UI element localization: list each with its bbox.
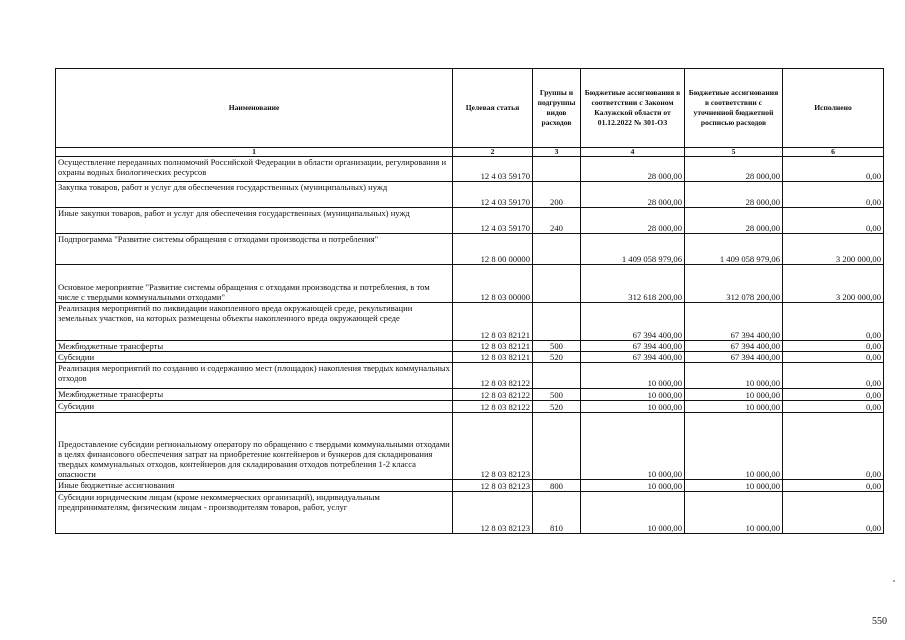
row-executed: 0,00	[783, 303, 884, 341]
row-law-allocation: 67 394 400,00	[581, 303, 685, 341]
header-target-article: Целевая статья	[453, 69, 533, 148]
row-name: Субсидии	[56, 352, 453, 363]
row-law-allocation: 28 000,00	[581, 208, 685, 234]
row-refined-allocation: 67 394 400,00	[685, 303, 783, 341]
row-expense-group	[533, 157, 581, 182]
row-law-allocation: 28 000,00	[581, 157, 685, 182]
row-expense-group	[533, 303, 581, 341]
row-target-article: 12 4 03 59170	[453, 157, 533, 182]
row-refined-allocation: 10 000,00	[685, 480, 783, 492]
row-executed: 3 200 000,00	[783, 234, 884, 265]
row-law-allocation: 1 409 058 979,06	[581, 234, 685, 265]
row-target-article: 12 8 03 82123	[453, 413, 533, 480]
row-expense-group: 810	[533, 492, 581, 534]
row-refined-allocation: 28 000,00	[685, 157, 783, 182]
row-refined-allocation: 28 000,00	[685, 182, 783, 208]
row-name: Субсидии	[56, 401, 453, 413]
column-number: 2	[453, 148, 533, 157]
row-target-article: 12 8 03 82122	[453, 389, 533, 401]
budget-execution-table	[55, 68, 884, 534]
table-row	[56, 265, 884, 303]
row-refined-allocation: 67 394 400,00	[685, 341, 783, 352]
row-refined-allocation: 1 409 058 979,06	[685, 234, 783, 265]
row-name: Реализация мероприятий по ликвидации накопленного вреда окружающей среде, рекультивации земельных участков, на которых размещены объекты накопленного вреда окружающей среде	[56, 303, 453, 341]
row-name: Основное мероприятие "Развитие системы обращения с отходами производства и потребления, в том числе с твердыми коммунальными отходами"	[56, 265, 453, 303]
row-target-article: 12 8 03 82121	[453, 341, 533, 352]
row-law-allocation: 10 000,00	[581, 401, 685, 413]
row-expense-group: 500	[533, 341, 581, 352]
row-target-article: 12 8 03 82122	[453, 401, 533, 413]
row-executed: 0,00	[783, 401, 884, 413]
row-law-allocation: 10 000,00	[581, 492, 685, 534]
row-name: Межбюджетные трансферты	[56, 341, 453, 352]
row-executed: 0,00	[783, 389, 884, 401]
row-refined-allocation: 28 000,00	[685, 208, 783, 234]
scan-artifact	[893, 580, 895, 582]
table-row	[56, 363, 884, 389]
row-law-allocation: 67 394 400,00	[581, 352, 685, 363]
row-law-allocation: 10 000,00	[581, 389, 685, 401]
page-number: 550	[872, 616, 887, 627]
row-expense-group	[533, 363, 581, 389]
row-expense-group	[533, 234, 581, 265]
row-executed: 0,00	[783, 341, 884, 352]
column-number-row	[56, 148, 884, 157]
row-target-article: 12 8 03 82123	[453, 492, 533, 534]
header-name: Наименование	[56, 69, 453, 148]
row-refined-allocation: 10 000,00	[685, 389, 783, 401]
row-executed: 0,00	[783, 182, 884, 208]
row-executed: 0,00	[783, 363, 884, 389]
table-row	[56, 401, 884, 413]
table-row	[56, 389, 884, 401]
row-name: Субсидии юридическим лицам (кроме некоммерческих организаций), индивидуальным предпринимателям, физическим лицам - производителям товаров, работ, услуг	[56, 492, 453, 534]
row-executed: 0,00	[783, 352, 884, 363]
row-expense-group: 200	[533, 182, 581, 208]
row-executed: 0,00	[783, 157, 884, 182]
row-law-allocation: 312 618 200,00	[581, 265, 685, 303]
row-refined-allocation: 10 000,00	[685, 363, 783, 389]
row-executed: 0,00	[783, 413, 884, 480]
table-row	[56, 157, 884, 182]
row-expense-group: 520	[533, 401, 581, 413]
row-refined-allocation: 10 000,00	[685, 492, 783, 534]
row-expense-group	[533, 413, 581, 480]
row-expense-group: 520	[533, 352, 581, 363]
header-refined-allocation: Бюджетные ассигнования в соответствии с уточненной бюджетной росписью расходов	[685, 69, 783, 148]
header-expense-group: Группы и подгруппы видов расходов	[533, 69, 581, 148]
row-executed: 0,00	[783, 480, 884, 492]
row-name: Межбюджетные трансферты	[56, 389, 453, 401]
row-target-article: 12 8 03 82121	[453, 352, 533, 363]
column-number: 5	[685, 148, 783, 157]
column-number: 6	[783, 148, 884, 157]
column-number: 1	[56, 148, 453, 157]
row-target-article: 12 8 03 82123	[453, 480, 533, 492]
row-law-allocation: 67 394 400,00	[581, 341, 685, 352]
row-expense-group: 240	[533, 208, 581, 234]
header-law-allocation: Бюджетные ассигнования в соответствии с Законом Калужской области от 01.12.2022 № 301-ОЗ	[581, 69, 685, 148]
column-number: 4	[581, 148, 685, 157]
row-target-article: 12 8 03 00000	[453, 265, 533, 303]
row-refined-allocation: 67 394 400,00	[685, 352, 783, 363]
row-name: Иные закупки товаров, работ и услуг для обеспечения государственных (муниципальных) нужд	[56, 208, 453, 234]
table-row	[56, 341, 884, 352]
row-refined-allocation: 312 078 200,00	[685, 265, 783, 303]
row-target-article: 12 4 03 59170	[453, 208, 533, 234]
table-row	[56, 413, 884, 480]
row-refined-allocation: 10 000,00	[685, 401, 783, 413]
row-executed: 0,00	[783, 492, 884, 534]
row-name: Предоставление субсидии региональному оператору по обращению с твердыми коммунальными отходами в целях финансового обеспечения затрат на приобретение контейнеров и бункеров для складирования твердых коммунальных отходов, контейнеров для складирования отходов потребления 1-2 класса опасности	[56, 413, 453, 480]
table-row	[56, 208, 884, 234]
row-name: Осуществление переданных полномочий Российской Федерации в области организации, регулирования и охраны водных биологических ресурсов	[56, 157, 453, 182]
column-number: 3	[533, 148, 581, 157]
row-law-allocation: 28 000,00	[581, 182, 685, 208]
row-target-article: 12 8 00 00000	[453, 234, 533, 265]
table-row	[56, 303, 884, 341]
row-expense-group	[533, 265, 581, 303]
table-row	[56, 234, 884, 265]
row-law-allocation: 10 000,00	[581, 363, 685, 389]
header-executed: Исполнено	[783, 69, 884, 148]
row-refined-allocation: 10 000,00	[685, 413, 783, 480]
table-row	[56, 352, 884, 363]
row-executed: 3 200 000,00	[783, 265, 884, 303]
header-row	[56, 69, 884, 148]
row-name: Реализация мероприятий по созданию и содержанию мест (площадок) накопления твердых коммунальных отходов	[56, 363, 453, 389]
table-row	[56, 492, 884, 534]
row-law-allocation: 10 000,00	[581, 413, 685, 480]
row-law-allocation: 10 000,00	[581, 480, 685, 492]
row-name: Подпрограмма "Развитие системы обращения с отходами производства и потребления"	[56, 234, 453, 265]
row-name: Закупка товаров, работ и услуг для обеспечения государственных (муниципальных) нужд	[56, 182, 453, 208]
row-expense-group: 500	[533, 389, 581, 401]
row-name: Иные бюджетные ассигнования	[56, 480, 453, 492]
table-row	[56, 182, 884, 208]
row-target-article: 12 8 03 82122	[453, 363, 533, 389]
row-target-article: 12 8 03 82121	[453, 303, 533, 341]
row-executed: 0,00	[783, 208, 884, 234]
row-expense-group: 800	[533, 480, 581, 492]
row-target-article: 12 4 03 59170	[453, 182, 533, 208]
table-row	[56, 480, 884, 492]
